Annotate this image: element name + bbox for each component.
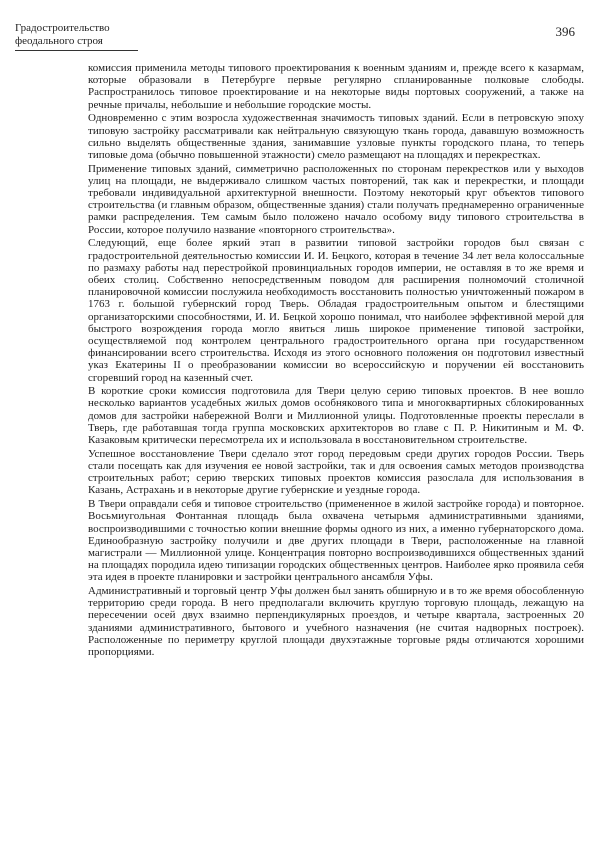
paragraph: В короткие сроки комиссия подготовила для Твери целую серию типовых проектов. В нее вошло несколько вариантов усадебных жилых домов особнякового типа и многоквартирных сблокированных домов для застройки набережной Волги и Миллионной улицы. Подготовленные проекты переслали в Тверь, где работавшая тогда группа московских архитекторов во главе с П. Р. Никитиным и М. Ф. Казаковым критически пересмотрела их и использовала в восстановительном строительстве. bbox=[88, 385, 584, 447]
paragraph: комиссия применила методы типового проектирования к военным зданиям и, прежде всего к казармам, которые образовали в Петербурге первые регулярно спланированные полковые слободы. Распространилось типовое проектирование и на некоторые виды портовых сооружений, а также на речные причалы, небольшие и небольшие городские мосты. bbox=[88, 62, 584, 111]
paragraph: Применение типовых зданий, симметрично расположенных по сторонам перекрестков или у выходов улиц на площади, не выдерживало слишком частых повторений, так как и перекрестки, и площади требовали индивидуальной архитектурной внешности. Поэтому некоторый круг объектов типового строительства (и главным образом, общественные здания) стали получать преднамеренно ограниченные рамки распределения. Тем самым было положено начало особому виду типового строительства в России, которое получило название «повторного строительства». bbox=[88, 162, 584, 236]
running-header-line-1: Градостроительство bbox=[15, 22, 110, 34]
body-text bbox=[88, 62, 584, 660]
paragraph: В Твери оправдали себя и типовое строительство (примененное в жилой застройке города) и повторное. Восьмиугольная Фонтанная площадь была охвачена четырьмя административными зданиями, воспроизводившими с точностью копии внешние формы одного из них, а именно губернаторского дома. Единообразную застройку получили и две других площади в Твери, расположенные на главной магистрали — Миллионной улице. Концентрация повторно воспроизводившихся общественных зданий на площадях породила идею типизации городских общественных центров. Наиболее ярко проявила себя эта идея в проекте планировки и застройки центрального ансамбля Уфы. bbox=[88, 498, 584, 584]
paragraph: Одновременно с этим возросла художественная значимость типовых зданий. Если в петровскую эпоху типовую застройку рассматривали как нейтральную связующую ткань города, дававшую возможность сильно выделять общественные здания, занимавшие узловые пункты городского плана, то теперь типовые дома (обычно повышенной этажности) смело размещают на площадях и перекрестках. bbox=[88, 112, 584, 161]
page-number: 396 bbox=[555, 24, 575, 39]
running-header bbox=[15, 22, 110, 48]
paragraph: Следующий, еще более яркий этап в развитии типовой застройки городов был связан с градостроительной деятельностью комиссии И. И. Бецкого, которая в течение 34 лет вела колоссальные по размаху работы над перестройкой провинциальных городов империи, не оставляя в то же время и обеих столиц. Собственно непосредственным поводом для расширения полномочий столичной планировочной комиссии послужила необходимость восстановить полностью уничтоженный пожаром в 1763 г. большой губернский город Тверь. Обладая градостроительным опытом и блестящими организаторскими способностями, И. И. Бецкой хорошо понимал, что наиболее эффективной мерой для быстрого возрождения города могло явиться лишь широкое применение типовой застройки, осуществляемой под контролем центрального градостроительного органа при государственном финансировании всего строительства. Исходя из этого основного положения он подготовил известный указ Екатерины II о преобразовании комиссии во всероссийскую и поручении ей восстановить сгоревший город на казенный счет. bbox=[88, 237, 584, 384]
running-header-line-2: феодального строя bbox=[15, 35, 103, 47]
paragraph: Успешное восстановление Твери сделало этот город передовым среди других городов России. Тверь стали посещать как для изучения ее новой застройки, так и для освоения самых методов производства строительных работ; серию тверских типовых проектов комиссия разослала для использования в Казань, Астрахань и в некоторые другие губернские и уездные города. bbox=[88, 447, 584, 497]
header-divider bbox=[15, 50, 138, 51]
paragraph: Административный и торговый центр Уфы должен был занять обширную и в то же время обособленную территорию среди города. В него предполагали включить круглую торговую площадь, лежащую на пересечении осей двух взаимно перпендикулярных проездов, и четыре квартала, застроенных 20 зданиями административного, бытового и учебного назначения (не считая надворных построек). Расположенные по периметру круглой площади двухэтажные торговые ряды отличаются хорошими пропорциями. bbox=[88, 585, 584, 659]
